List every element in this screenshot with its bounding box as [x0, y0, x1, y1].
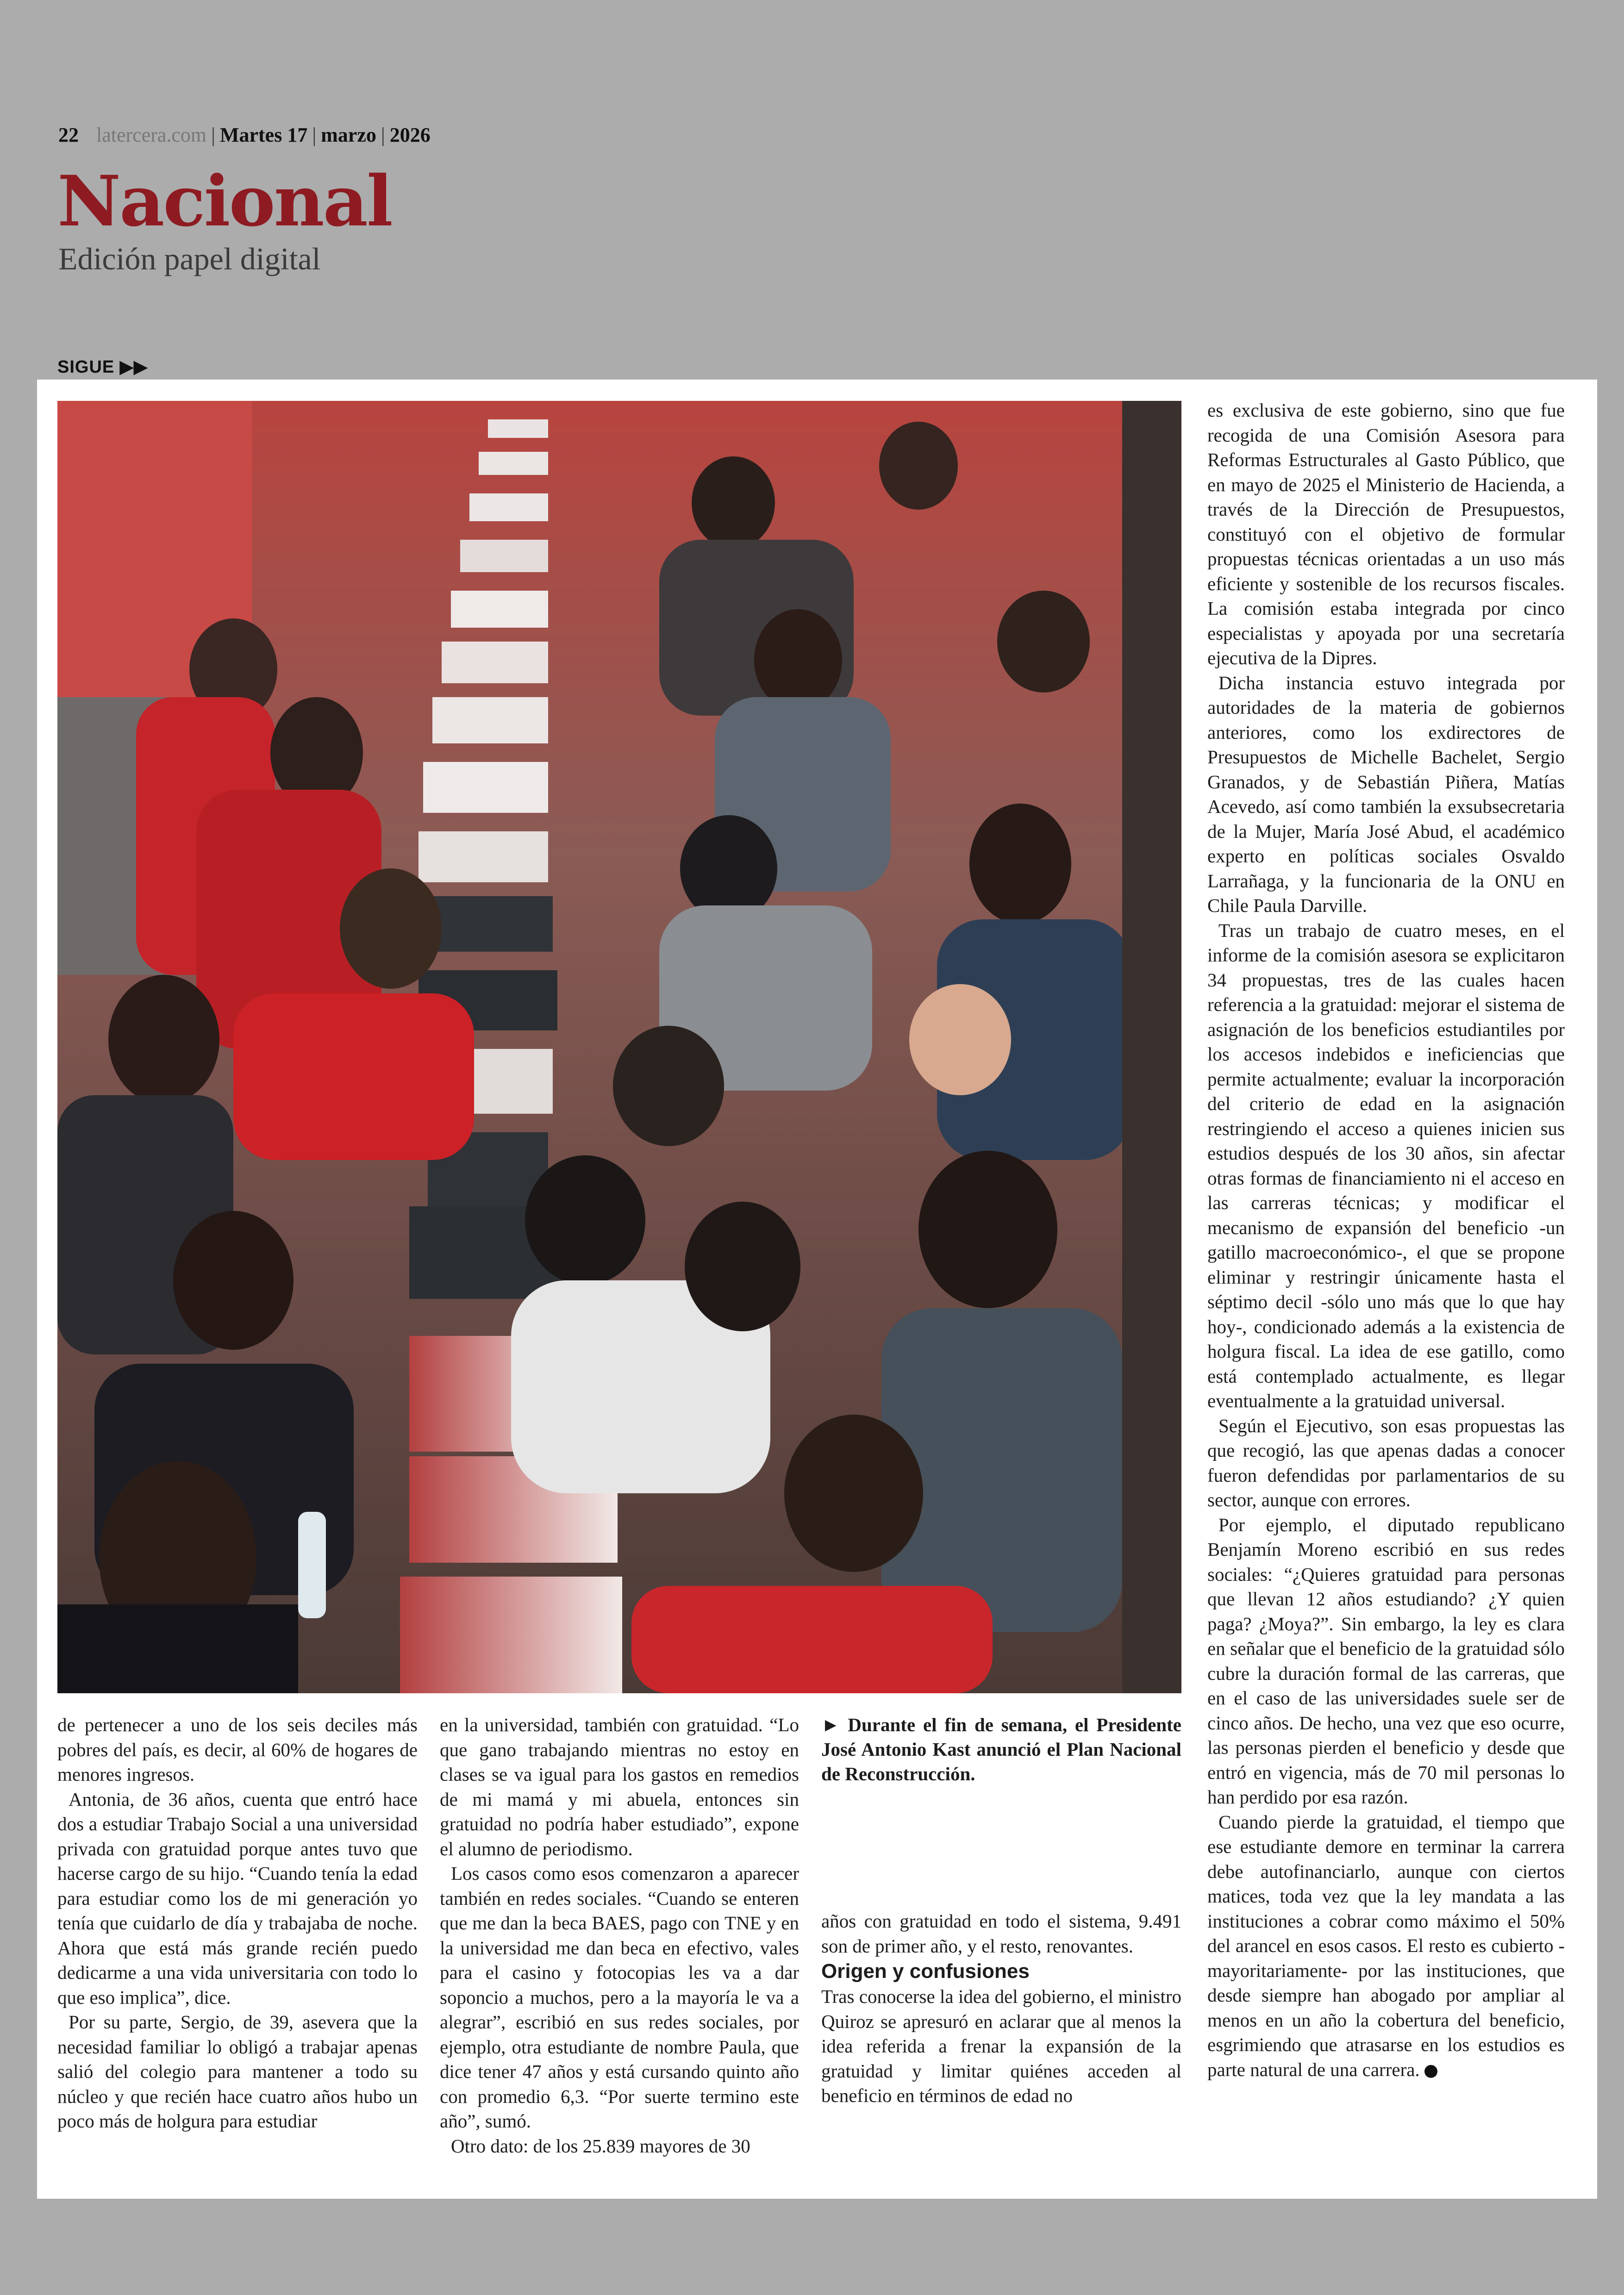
- paragraph: Tras conocerse la idea del gobierno, el ministro Quiroz se apresuró en aclarar que al menos la idea referida a frenar la expansión de la gratuidad y limitar quiénes acceden al beneficio en términos de edad no: [821, 1986, 1181, 2106]
- paragraph: años con gratuidad en todo el sistema, 9.491 son de primer año, y el resto, renovantes.: [821, 1910, 1181, 1957]
- paragraph: de pertenecer a uno de los seis deciles más pobres del país, es decir, al 60% de hogares de menores ingresos.: [57, 1714, 418, 1785]
- paragraph: Por ejemplo, el diputado republicano Benjamín Moreno escribió en sus redes sociales: “¿Quieres gratuidad para personas que llevan 12 años estudiando? ¿Y quien paga? ¿Moya?”. Sin embargo, la ley es clara en señalar que el beneficio de la gratuidad sólo cubre la duración formal de las carreras, que en el caso de las universidades suele ser de cinco años. De hecho, una vez que eso ocurre, las personas pierden el beneficio y desde que entró en vigencia, más de 70 mil personas lo han perdido por esa razón.: [1207, 1514, 1565, 1808]
- paragraph: en la universidad, también con gratuidad. “Lo que gano trabajando mientras no estoy en clases se va igual para los gastos en remedios de mi mamá y mi abuela, entonces sin gratuidad no podría haber estudiado”, expone el alumno de periodismo.: [440, 1714, 799, 1859]
- date-year: 2026: [389, 124, 431, 146]
- paragraph: [1207, 1810, 1565, 2083]
- paragraph: Los casos como esos comenzaron a aparecer también en redes sociales. “Cuando se enteren que me dan la beca BAES, pago con TNE y en la universidad me dan beca en efectivo, vales para el casino y fotocopias les va a dar soponcio a muchos, pero a la mayoría le va a alegrar”, escribió en sus redes sociales, por ejemplo, otra estudiante de nombre Paula, que dice tener 47 años y está cursando quinto año con promedio 6,3. “Por suerte termino este año”, sumó.: [440, 1863, 799, 2132]
- paragraph: Según el Ejecutivo, son esas propuestas las que recogió, las que apenas dadas a conocer fueron defendidas por parlamentarios de su sector, aunque con errores.: [1207, 1415, 1565, 1510]
- date-weekday: Martes 17: [219, 124, 308, 146]
- paragraph: Antonia, de 36 años, cuenta que entró hace dos a estudiar Trabajo Social a una universidad privada con gratuidad porque antes tuvo que hacerse cargo de su hijo. “Cuando tenía la edad para estudiar como los de mi generación yo tenía que cuidarlo de día y trabajaba de noche. Ahora que está más grande recién puedo dedicarme a una vida universitaria con todo lo que eso implica”, dice.: [57, 1788, 418, 2008]
- edition-subtitle: Edición papel digital: [58, 241, 321, 276]
- paragraph-text: Cuando pierde la gratuidad, el tiempo que ese estudiante demore en terminar la carrera debe autofinanciarlo, aunque con ciertos matices, toda vez que la ley mandata a las instituciones a cobrar como máximo el 50% del arancel en esos casos. El resto es cubierto -mayoritariamente- por las instituciones, que desde siempre han abogado por ampliar al menos en un año la cobertura del beneficio, esgrimiendo que atrasarse en los estudios es parte natural de una carrera.: [1207, 1811, 1565, 2080]
- subheading: Origen y confusiones: [821, 1960, 1030, 1983]
- page-number: 22: [58, 124, 79, 146]
- end-of-article-icon: [1424, 2065, 1437, 2078]
- continue-label[interactable]: SIGUE ▶▶: [57, 357, 148, 377]
- page-header: 22 latercera.com | Martes 17 | marzo | 2026: [58, 124, 431, 146]
- article-column-1: [57, 1713, 418, 2166]
- paragraph: Otro dato: de los 25.839 mayores de 30: [451, 2135, 750, 2157]
- article-column-4: [1207, 398, 1565, 2171]
- caption-text: Durante el fin de semana, el Presidente José Antonio Kast anunció el Plan Nacional de Reconstrucción.: [821, 1714, 1181, 1784]
- paragraph: Dicha instancia estuvo integrada por autoridades de la materia de gobiernos anteriores, como los exdirectores de Presupuestos de Michelle Bachelet, Sergio Granados, y de Sebastián Piñera, Matías Acevedo, así como también la exsubsecretaria de la Mujer, María José Abud, el académico experto en políticas sociales Osvaldo Larrañaga, y la funcionaria de la ONU en Chile Paula Darville.: [1207, 672, 1565, 916]
- section-title: Nacional: [57, 161, 392, 242]
- article-column-3: [821, 1909, 1181, 2168]
- paragraph: Por su parte, Sergio, de 39, asevera que la necesidad familiar lo obligó a trabajar apenas salió del colegio para mantener a todo su núcleo y que recién hace cuatro años hubo un poco más de holgura para estudiar: [57, 2011, 418, 2132]
- crowd-photo: [57, 401, 1181, 1693]
- date-month: marzo: [321, 124, 376, 146]
- site-name[interactable]: latercera.com: [96, 124, 207, 146]
- article-column-2: [440, 1713, 799, 2166]
- paragraph: Tras un trabajo de cuatro meses, en el informe de la comisión asesora se explicitaron 34 propuestas, tres de las cuales hacen referencia a la gratuidad: mejorar el sistema de asignación de los beneficios estudiantiles por los accesos indebidos e ineficiencias que permite actualmente; evaluar la incorporación del criterio de edad en la asignación restringiendo el acceso a quienes inicien sus estudios después de los 30 años, sin afectar otras formas de financiamiento ni el acceso en las carreras técnicas; y modificar el mecanismo de expansión del beneficio -un gatillo macroeconómico-, el que se propone eliminar y restringir únicamente hasta el séptimo decil -sólo uno más que lo que hay hoy-, condicionado además a la existencia de holgura fiscal. La idea de ese gatillo, como está contemplado actualmente, es llegar eventualmente a la gratuidad universal.: [1207, 919, 1565, 1411]
- photo-caption: [821, 1713, 1181, 1786]
- caption-marker-icon: ►: [821, 1714, 840, 1735]
- paragraph: es exclusiva de este gobierno, sino que fue recogida de una Comisión Asesora para Reformas Estructurales al Gasto Público, que en mayo de 2025 el Ministerio de Hacienda, a través de la Dirección de Presupuestos, constituyó con el objetivo de formular propuestas técnicas orientadas a un uso más eficiente y sostenible de los recursos fiscales. La comisión estaba integrada por cinco especialistas y apoyada por una secretaría ejecutiva de la Dipres.: [1207, 399, 1565, 668]
- crowd-photo-illustration: [57, 401, 1181, 1693]
